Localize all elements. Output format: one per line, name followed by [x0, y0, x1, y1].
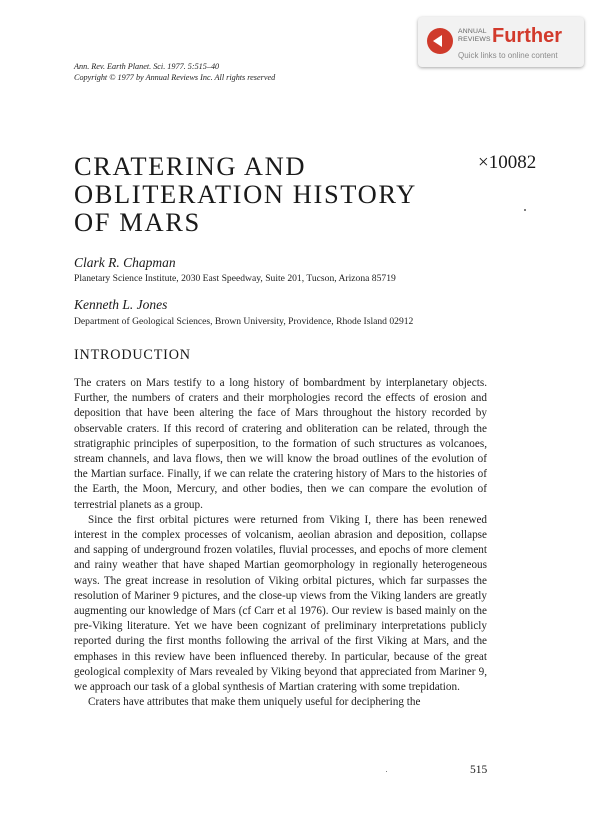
badge-reviews: REVIEWS [458, 35, 491, 43]
badge-annual: ANNUAL [458, 28, 487, 35]
further-badge[interactable] [418, 17, 584, 67]
author-name: Kenneth L. Jones [74, 297, 168, 312]
article-title [74, 152, 417, 236]
citation-line-1: Ann. Rev. Earth Planet. Sci. 1977. 5:515–40 [74, 62, 220, 71]
citation-line-2: Copyright © 1977 by Annual Reviews Inc. All rights reserved [74, 72, 276, 82]
title-line-2: OBLITERATION HISTORY [74, 179, 417, 209]
paragraph: Craters have attributes that make them uniquely useful for deciphering the [88, 696, 421, 709]
scan-speck [386, 771, 387, 772]
badge-further-label: Further [492, 25, 562, 47]
title-line-1: CRATERING AND [74, 151, 307, 181]
badge-publisher [458, 28, 491, 43]
manuscript-number: ×10082 [478, 152, 537, 173]
page-number: 515 [470, 764, 488, 776]
paragraph: The craters on Mars testify to a long history of bombardment by interplanetary objects. Further, the numbers of craters and their morphologies record the effects of erosion and deposition that have been altering the face of Mars throughout the history recorded by observable craters. If this record of cratering and obliteration can be related, through the stratigraphic principles of superposition, to the formation of such structures as volcanoes, stream channels, and lava flows, then we will know the broad outlines of the evolution of the Martian surface. Finally, if we can relate the cratering history of Mars to the histories of the Earth, the Moon, Mercury, and other bodies, then we can compare the evolution of terrestrial planets as a group. [74, 377, 487, 511]
title-line-3: OF MARS [74, 207, 201, 237]
body-text [74, 376, 487, 710]
badge-subtitle: Quick links to online content [458, 51, 558, 60]
paragraph: Since the first orbital pictures were returned from Viking I, there has been renewed interest in the complex processes of volcanism, aeolian abrasion and deposition, collapse and sapping of underground frozen volatiles, fluvial processes, and epochs of more clement and rainy weather that have shaped Martian geomorphology in regionally heterogeneous ways. The great increase in resolution of Viking orbital pictures, which far surpasses the resolution of Mariner 9 pictures, and the close-up views from the Viking landers are greatly augmenting our knowledge of Mars (cf Carr et al 1976). Our review is based mainly on the pre-Viking literature. Yet we have been cognizant of preliminary interpretations publicly reported during the first months following the arrival of the first Viking at Mars, and the emphases in this review have been influenced thereby. In particular, because of the great geological complexity of Mars revealed by Viking beyond that appreciated from Mariner 9, we approach our task of a global synthesis of Martian cratering with some trepidation. [74, 513, 487, 694]
section-heading: INTRODUCTION [74, 347, 191, 363]
author-name: Clark R. Chapman [74, 255, 176, 270]
author-affiliation: Department of Geological Sciences, Brown University, Providence, Rhode Island 02912 [74, 316, 414, 327]
back-arrow-icon [427, 28, 453, 54]
scan-speck [524, 209, 526, 211]
author-affiliation: Planetary Science Institute, 2030 East Speedway, Suite 201, Tucson, Arizona 85719 [74, 273, 396, 284]
citation-header [74, 62, 275, 83]
